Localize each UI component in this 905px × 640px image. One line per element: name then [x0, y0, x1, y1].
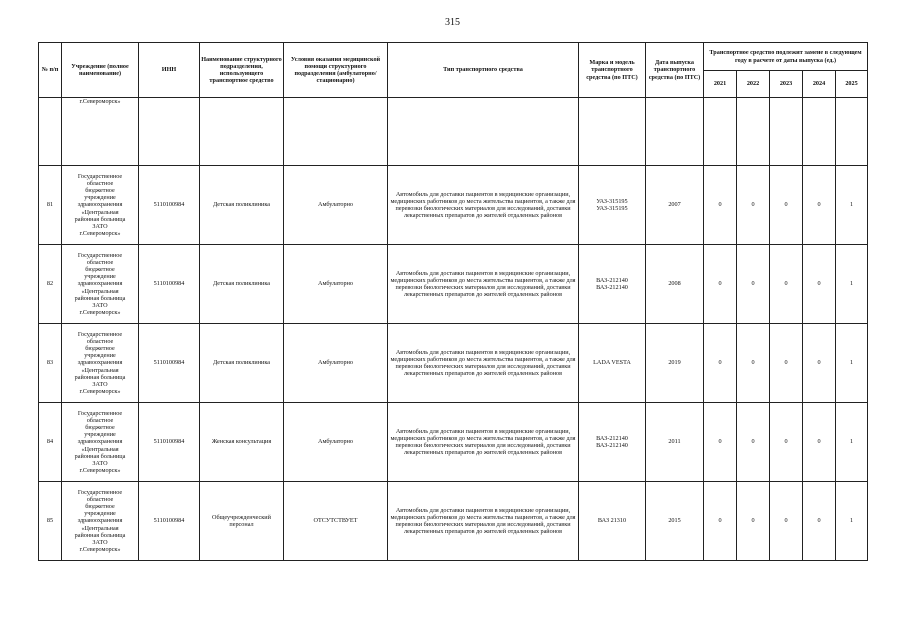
- cell-empty: [770, 98, 803, 166]
- header-vehicle-type: Тип транспортного средства: [388, 43, 579, 98]
- header-subdivision: Наименование структурного подразделения, использующего транспортное средство: [200, 43, 284, 98]
- cell-institution: Государственное областное бюджетное учреждение здравоохранения «Центральная районная больница ЗАТО г.Североморск»: [62, 245, 139, 324]
- cell-subdivision: Детская поликлиника: [200, 245, 284, 324]
- cell-conditions: ОТСУТСТВУЕТ: [284, 482, 388, 561]
- cell-num: 82: [39, 245, 62, 324]
- cell-release-date: 2008: [646, 245, 704, 324]
- cell-release-date: 2011: [646, 403, 704, 482]
- cell-conditions: Амбулаторно: [284, 324, 388, 403]
- cell-brand: ВАЗ-212140 ВАЗ-212140: [579, 403, 646, 482]
- header-year: 2021: [704, 71, 737, 98]
- cell-vehicle-type: Автомобиль для доставки пациентов в медицинские организации, медицинских работников до места жительства пациентов, а также для перевозки биологических материалов для исследований, доставки лекарственных препаратов до жителей отдаленных районов: [388, 166, 579, 245]
- cell-year-value: 1: [836, 245, 868, 324]
- cell-year-value: 0: [704, 403, 737, 482]
- cell-year-value: 0: [737, 245, 770, 324]
- cell-conditions: Амбулаторно: [284, 403, 388, 482]
- header-num: № п/п: [39, 43, 62, 98]
- table-row: [39, 324, 868, 403]
- cell-empty: [284, 98, 388, 166]
- header-year: 2023: [770, 71, 803, 98]
- cell-year-value: 0: [704, 245, 737, 324]
- cell-year-value: 0: [803, 245, 836, 324]
- cell-release-date: 2019: [646, 324, 704, 403]
- cell-vehicle-type: Автомобиль для доставки пациентов в медицинские организации, медицинских работников до места жительства пациентов, а также для перевозки биологических материалов для исследований, доставки лекарственных препаратов до жителей отдаленных районов: [388, 324, 579, 403]
- table-row: [39, 482, 868, 561]
- header-institution: Учреждение (полное наименование): [62, 43, 139, 98]
- cell-num: 85: [39, 482, 62, 561]
- continuation-row: [39, 98, 868, 166]
- cell-year-value: 0: [770, 403, 803, 482]
- cell-inn: 5110100984: [139, 482, 200, 561]
- cell-subdivision: Женская консультация: [200, 403, 284, 482]
- cell-year-value: 1: [836, 166, 868, 245]
- cell-subdivision: Детская поликлиника: [200, 324, 284, 403]
- cell-year-value: 0: [803, 166, 836, 245]
- cell-year-value: 0: [803, 324, 836, 403]
- cell-year-value: 0: [803, 403, 836, 482]
- cell-year-value: 0: [770, 166, 803, 245]
- cell-num: 81: [39, 166, 62, 245]
- cell-empty: [39, 98, 62, 166]
- cell-subdivision: Общеучрежденческий персонал: [200, 482, 284, 561]
- cell-year-value: 0: [770, 245, 803, 324]
- cell-year-value: 1: [836, 324, 868, 403]
- cell-conditions: Амбулаторно: [284, 166, 388, 245]
- vehicle-table: [38, 42, 868, 561]
- cell-conditions: Амбулаторно: [284, 245, 388, 324]
- cell-empty: [803, 98, 836, 166]
- header-release-date: Дата выпуска транспортного средства (по ПТС): [646, 43, 704, 98]
- cell-empty: [200, 98, 284, 166]
- cell-institution: Государственное областное бюджетное учреждение здравоохранения «Центральная районная больница ЗАТО г.Североморск»: [62, 482, 139, 561]
- cell-year-value: 0: [704, 166, 737, 245]
- cell-release-date: 2015: [646, 482, 704, 561]
- cell-inn: 5110100984: [139, 245, 200, 324]
- cell-vehicle-type: Автомобиль для доставки пациентов в медицинские организации, медицинских работников до места жительства пациентов, а также для перевозки биологических материалов для исследований, доставки лекарственных препаратов до жителей отдаленных районов: [388, 403, 579, 482]
- header-inn: ИНН: [139, 43, 200, 98]
- cell-institution: Государственное областное бюджетное учреждение здравоохранения «Центральная районная больница ЗАТО г.Североморск»: [62, 324, 139, 403]
- cell-year-value: 1: [836, 403, 868, 482]
- header-brand: Марка и модель транспортного средства (по ПТС): [579, 43, 646, 98]
- cell-release-date: 2007: [646, 166, 704, 245]
- cell-year-value: 1: [836, 482, 868, 561]
- cell-institution: Государственное областное бюджетное учреждение здравоохранения «Центральная районная больница ЗАТО г.Североморск»: [62, 166, 139, 245]
- table-row: [39, 403, 868, 482]
- header-replacement: Транспортное средство подлежит замене в следующем году в расчете от даты выпуска (ед.): [704, 43, 868, 71]
- cell-year-value: 0: [704, 324, 737, 403]
- cell-brand: ВАЗ-212140 ВАЗ-212140: [579, 245, 646, 324]
- header-conditions: Условия оказания медицинской помощи структурного подразделения (амбулаторно/стационарно): [284, 43, 388, 98]
- cell-empty: [836, 98, 868, 166]
- cell-year-value: 0: [737, 482, 770, 561]
- cell-year-value: 0: [704, 482, 737, 561]
- cell-inn: 5110100984: [139, 324, 200, 403]
- cell-year-value: 0: [770, 482, 803, 561]
- cell-brand: ВАЗ 21310: [579, 482, 646, 561]
- header-year: 2024: [803, 71, 836, 98]
- cell-empty: [704, 98, 737, 166]
- table-row: [39, 166, 868, 245]
- cell-empty: [388, 98, 579, 166]
- cell-year-value: 0: [803, 482, 836, 561]
- cell-inn: 5110100984: [139, 403, 200, 482]
- cell-num: 83: [39, 324, 62, 403]
- cell-vehicle-type: Автомобиль для доставки пациентов в медицинские организации, медицинских работников до места жительства пациентов, а также для перевозки биологических материалов для исследований, доставки лекарственных препаратов до жителей отдаленных районов: [388, 245, 579, 324]
- cell-year-value: 0: [737, 324, 770, 403]
- cell-empty: [646, 98, 704, 166]
- cell-inn: 5110100984: [139, 166, 200, 245]
- header-year: 2022: [737, 71, 770, 98]
- cell-empty: [579, 98, 646, 166]
- cell-year-value: 0: [737, 403, 770, 482]
- cell-institution: Государственное областное бюджетное учреждение здравоохранения «Центральная районная больница ЗАТО г.Североморск»: [62, 403, 139, 482]
- header-year: 2025: [836, 71, 868, 98]
- cell-num: 84: [39, 403, 62, 482]
- cell-empty: [139, 98, 200, 166]
- table-row: [39, 245, 868, 324]
- cell-empty: [737, 98, 770, 166]
- cell-brand: УАЗ-315195 УАЗ-315195: [579, 166, 646, 245]
- cell-year-value: 0: [770, 324, 803, 403]
- cell-institution: г.Североморск»: [62, 98, 139, 166]
- cell-subdivision: Детская поликлиника: [200, 166, 284, 245]
- page-number: 315: [445, 17, 460, 28]
- cell-brand: LADA VESTA: [579, 324, 646, 403]
- cell-year-value: 0: [737, 166, 770, 245]
- cell-vehicle-type: Автомобиль для доставки пациентов в медицинские организации, медицинских работников до места жительства пациентов, а также для перевозки биологических материалов для исследований, доставки лекарственных препаратов до жителей отдаленных районов: [388, 482, 579, 561]
